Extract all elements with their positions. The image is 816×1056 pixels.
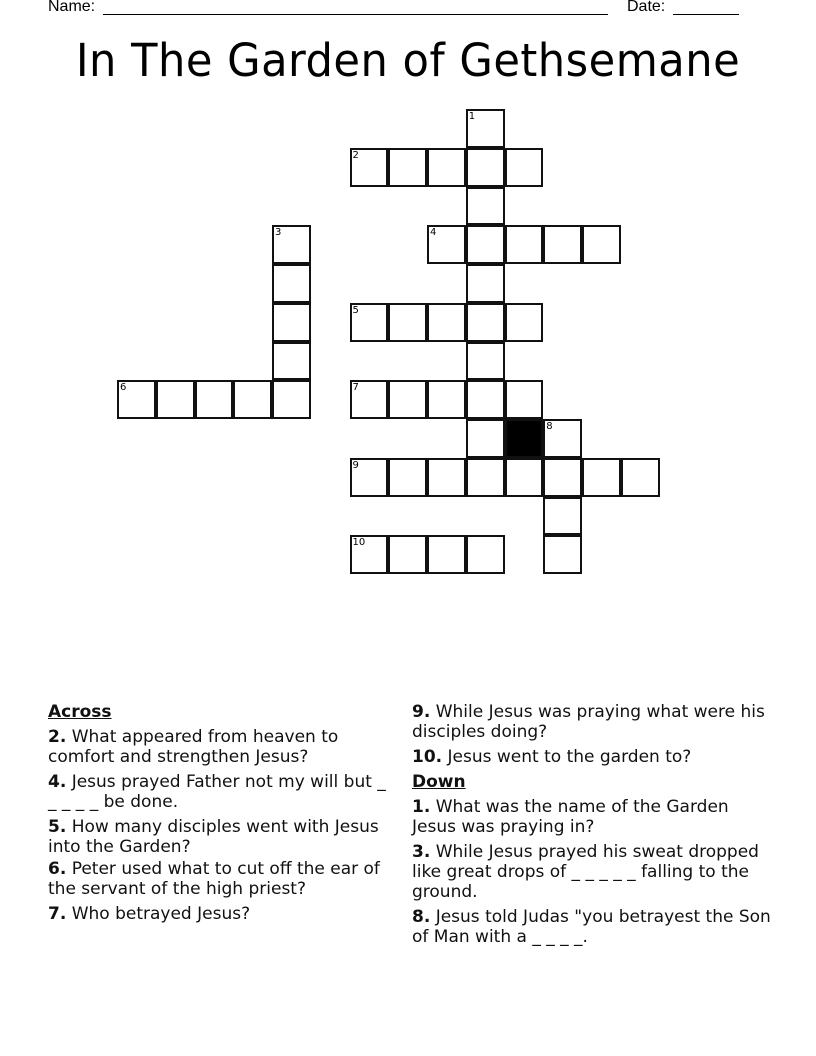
crossword-cell[interactable] (621, 458, 660, 497)
crossword-cell[interactable] (466, 458, 505, 497)
clue-number: 9. (412, 702, 431, 722)
clue-down-3 (412, 842, 772, 902)
clue-number: 8. (412, 907, 431, 927)
clue-across-2 (48, 727, 398, 767)
crossword-cell[interactable] (427, 148, 466, 187)
crossword-cell[interactable] (195, 380, 234, 419)
cell-number: 10 (352, 537, 366, 549)
crossword-cell[interactable] (427, 535, 466, 574)
name-field[interactable] (103, 14, 608, 15)
cell-number: 4 (430, 227, 437, 239)
crossword-cell[interactable] (466, 419, 505, 458)
crossword-cell[interactable] (505, 303, 544, 342)
crossword-cell[interactable] (466, 225, 505, 264)
across-heading: Across (48, 702, 112, 722)
crossword-cell[interactable] (466, 303, 505, 342)
clue-text: Jesus told Judas "you betrayest the Son of Man with a _ _ _ _. (412, 907, 771, 947)
clue-text: Jesus went to the garden to? (447, 747, 692, 767)
clue-across-7 (48, 904, 398, 924)
clue-number: 5. (48, 817, 67, 837)
crossword-cell[interactable] (505, 148, 544, 187)
clue-across-9 (412, 702, 772, 742)
crossword-cell[interactable] (272, 225, 311, 264)
clue-text: Jesus prayed Father not my will but _ _ _ _ _ be done. (48, 772, 386, 812)
page-title: In The Garden of Gethsemane (75, 34, 741, 87)
crossword-cell[interactable] (388, 380, 427, 419)
crossword-cell[interactable] (427, 303, 466, 342)
crossword-cell[interactable] (543, 497, 582, 536)
crossword-cell[interactable] (466, 342, 505, 381)
clue-text: What was the name of the Garden Jesus was praying in? (412, 797, 729, 837)
crossword-cell[interactable] (350, 535, 389, 574)
crossword-cell[interactable] (466, 380, 505, 419)
cell-number: 1 (468, 111, 476, 122)
clue-number: 1. (412, 797, 431, 817)
crossword-cell[interactable] (427, 225, 466, 264)
cell-number: 5 (352, 304, 359, 316)
crossword-cell[interactable] (388, 303, 427, 342)
crossword-cell[interactable] (543, 458, 582, 497)
header-line (48, 0, 748, 18)
crossword-cell[interactable] (350, 380, 389, 419)
name-label: Name: (48, 0, 96, 15)
crossword-cell[interactable] (466, 535, 505, 574)
cell-number: 8 (546, 421, 553, 432)
clue-number: 4. (48, 772, 67, 792)
clue-text: Peter used what to cut off the ear of the servant of the high priest? (48, 859, 380, 899)
clue-text: While Jesus prayed his sweat dropped like great drops of _ _ _ _ _ falling to the ground. (412, 842, 759, 902)
crossword-cell[interactable] (466, 109, 505, 148)
crossword-cell[interactable] (427, 458, 466, 497)
crossword-cell[interactable] (582, 458, 621, 497)
crossword-cell[interactable] (350, 303, 389, 342)
crossword-cell[interactable] (272, 264, 311, 303)
date-label: Date: (627, 0, 666, 15)
crossword-cell[interactable] (272, 380, 311, 419)
clue-across-10 (412, 747, 772, 767)
crossword-cell[interactable] (505, 380, 544, 419)
clues-column-left (48, 702, 398, 929)
cell-number: 3 (275, 227, 282, 239)
down-heading: Down (412, 772, 466, 792)
clue-across-4 (48, 772, 398, 812)
crossword-cell[interactable] (388, 535, 427, 574)
clue-across-5 (48, 817, 398, 857)
clue-number: 2. (48, 727, 67, 747)
cell-number: 9 (352, 459, 359, 471)
crossword-cell[interactable] (582, 225, 621, 264)
clue-down-8 (412, 907, 772, 947)
clue-number: 10. (412, 747, 443, 767)
clue-down-1 (412, 797, 772, 837)
clue-number: 3. (412, 842, 431, 862)
date-field[interactable] (673, 14, 739, 15)
crossword-cell[interactable] (543, 535, 582, 574)
clue-text: What appeared from heaven to comfort and strengthen Jesus? (48, 727, 339, 767)
clue-text: How many disciples went with Jesus into the Garden? (48, 817, 379, 857)
crossword-cell[interactable] (156, 380, 195, 419)
crossword-cell[interactable] (388, 458, 427, 497)
crossword-cell[interactable] (466, 187, 505, 226)
crossword-cell[interactable] (466, 148, 505, 187)
crossword-cell[interactable] (272, 303, 311, 342)
cell-number: 2 (352, 149, 359, 161)
clues-column-right (412, 702, 772, 952)
crossword-cell[interactable] (350, 458, 389, 497)
crossword-cell[interactable] (505, 225, 544, 264)
clue-text: While Jesus was praying what were his disciples doing? (412, 702, 765, 742)
cell-number: 7 (352, 382, 359, 394)
crossword-cell[interactable] (543, 419, 582, 458)
crossword-block-cell (505, 419, 544, 458)
crossword-cell[interactable] (350, 148, 389, 187)
clue-number: 7. (48, 904, 67, 924)
crossword-cell[interactable] (505, 458, 544, 497)
crossword-cell[interactable] (543, 225, 582, 264)
crossword-cell[interactable] (427, 380, 466, 419)
crossword-cell[interactable] (233, 380, 272, 419)
clue-number: 6. (48, 859, 67, 879)
cell-number: 6 (120, 382, 127, 394)
crossword-cell[interactable] (466, 264, 505, 303)
clue-across-6 (48, 859, 398, 899)
clue-text: Who betrayed Jesus? (71, 904, 251, 924)
crossword-cell[interactable] (117, 380, 156, 419)
crossword-cell[interactable] (388, 148, 427, 187)
crossword-cell[interactable] (272, 342, 311, 381)
